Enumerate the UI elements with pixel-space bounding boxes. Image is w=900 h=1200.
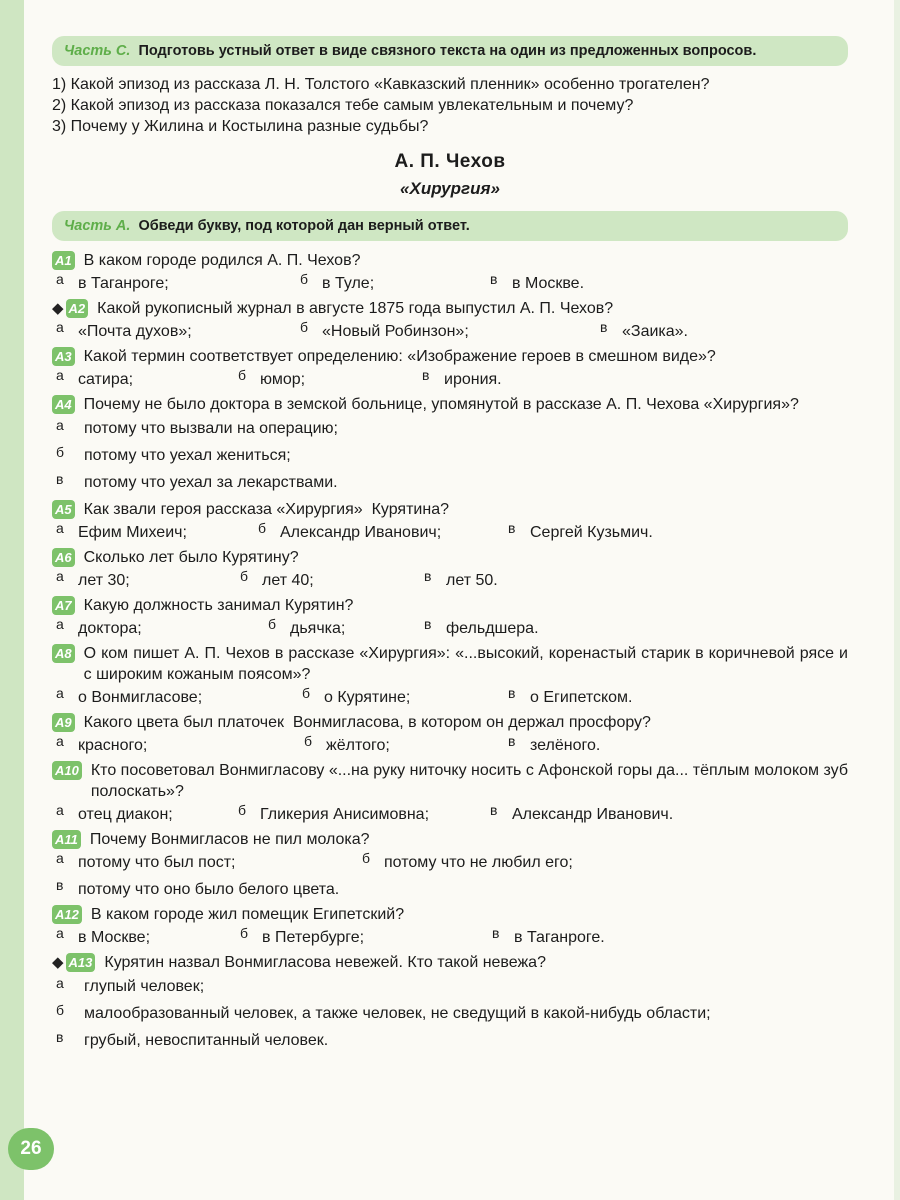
question-list [52,250,848,1054]
question-a10 [52,760,848,829]
page-edge-band-right [894,0,900,1200]
answer-option-a[interactable]: а в Таганроге; [56,271,169,292]
answer-option-c[interactable]: в ирония. [422,367,502,388]
part-c-tag: Часть С. [64,43,131,59]
answer-option-a[interactable]: а потому что вызвали на операцию; [56,416,338,437]
answer-option-b[interactable]: б потому что уехал жениться; [56,443,291,464]
answer-option-c[interactable]: в лет 50. [424,568,498,589]
part-c-instruction: Подготовь устный ответ в виде связного текста на один из предложенных вопросов. [138,43,757,59]
question-text: В каком городе родился А. П. Чехов? [83,252,361,269]
answer-option-a[interactable]: а о Вонмигласове; [56,685,203,706]
answer-option-b[interactable]: б юмор; [238,367,306,388]
question-text: Как звали героя рассказа «Хирургия» Курятина? [83,501,449,518]
question-number-badge: А9 [52,713,75,732]
question-number-badge: А5 [52,500,75,519]
answer-option-a[interactable]: а лет 30; [56,568,130,589]
question-text: Кто посоветовал Вонмигласову «...на руку ниточку носить с Афонской горы да... тёплым молоком зуб полоскать»? [90,762,848,800]
question-a6 [52,547,848,595]
answer-option-b[interactable]: б Гликерия Анисимовна; [238,802,430,823]
answer-option-b[interactable]: б в Петербурге; [240,925,365,946]
question-text: В каком городе жил помещик Египетский? [90,906,405,923]
answer-option-a[interactable]: а красного; [56,733,148,754]
answer-option-c[interactable]: в Сергей Кузьмич. [508,520,653,541]
answer-option-c[interactable]: в в Москве. [490,271,585,292]
question-number-badge: А4 [52,395,75,414]
question-number-badge: А8 [52,644,75,663]
part-c-question: 2) Какой эпизод из рассказа показался тебе самым увлекательным и почему? [52,97,634,114]
answer-option-b[interactable]: б малообразованный человек, а также человек, не сведущий в какой-нибудь области; [56,1001,711,1022]
diamond-icon: ◆ [52,300,64,317]
question-a8 [52,643,848,712]
question-text: Какой рукописный журнал в августе 1875 года выпустил А. П. Чехов? [97,300,614,317]
question-text: Курятин назвал Вонмигласова невежей. Кто такой невежа? [104,954,546,971]
question-a1 [52,250,848,298]
page-number-badge: 26 [8,1128,54,1170]
answer-option-c[interactable]: в грубый, невоспитанный человек. [56,1028,329,1049]
page-content [52,36,848,1054]
answer-option-b[interactable]: б жёлтого; [304,733,390,754]
answer-option-a[interactable]: а сатира; [56,367,134,388]
question-a13 [52,952,848,1054]
answer-option-c[interactable]: в зелёного. [508,733,601,754]
answer-option-b[interactable]: б «Новый Робинзон»; [300,319,469,340]
answer-option-a[interactable]: а потому что был пост; [56,850,236,871]
answer-option-c[interactable]: в фельдшера. [424,616,539,637]
answer-option-c[interactable]: в Александр Иванович. [490,802,674,823]
question-number-badge: А3 [52,347,75,366]
part-c-header [52,36,848,66]
question-number-badge: А2 [66,299,89,318]
part-c-question: 3) Почему у Жилина и Костылина разные судьбы? [52,118,429,135]
question-text: О ком пишет А. П. Чехов в рассказе «Хирургия»: «...высокий, коренастый старик в коричневой рясе и с широким кожаным поясом»? [83,645,848,683]
answer-option-c[interactable]: в потому что уехал за лекарствами. [56,470,338,491]
answer-option-c[interactable]: в о Египетском. [508,685,633,706]
question-text: Какой термин соответствует определению: «Изображение героев в смешном виде»? [83,348,716,365]
answer-option-a[interactable]: а доктора; [56,616,142,637]
question-a9 [52,712,848,760]
part-c-questions [52,74,848,137]
question-text: Почему не было доктора в земской больнице, упомянутой в рассказе А. П. Чехова «Хирургия»? [83,396,799,413]
author-heading: А. П. Чехов [394,151,506,172]
part-a-instruction: Обведи букву, под которой дан верный ответ. [138,218,470,234]
part-a-tag: Часть А. [64,218,131,234]
answer-option-a[interactable]: а в Москве; [56,925,151,946]
question-a3 [52,346,848,394]
diamond-icon: ◆ [52,954,64,971]
page-edge-band [0,0,24,1200]
answer-option-c[interactable]: в потому что оно было белого цвета. [56,877,340,898]
answer-option-a[interactable]: а глупый человек; [56,974,205,995]
question-number-badge: А10 [52,761,82,780]
question-number-badge: А11 [52,830,81,849]
question-number-badge: А12 [52,905,82,924]
question-number-badge: А7 [52,596,75,615]
question-text: Сколько лет было Курятину? [83,549,299,566]
answer-option-a[interactable]: а Ефим Михеич; [56,520,187,541]
answer-option-b[interactable]: б дьячка; [268,616,346,637]
question-a7 [52,595,848,643]
answer-option-b[interactable]: б в Туле; [300,271,375,292]
answer-option-b[interactable]: б Александр Иванович; [258,520,442,541]
question-a5 [52,499,848,547]
question-text: Почему Вонмигласов не пил молока? [89,831,370,848]
answer-option-c[interactable]: в в Таганроге. [492,925,605,946]
question-number-badge: А13 [66,953,96,972]
answer-option-b[interactable]: б о Курятине; [302,685,411,706]
question-a4 [52,394,848,496]
question-number-badge: А1 [52,251,75,270]
answer-option-a[interactable]: а «Почта духов»; [56,319,192,340]
question-a11 [52,829,848,904]
question-text: Какую должность занимал Курятин? [83,597,354,614]
story-title: «Хирургия» [400,179,500,198]
question-text: Какого цвета был платочек Вонмигласова, в котором он держал просфору? [83,714,651,731]
part-c-question: 1) Какой эпизод из рассказа Л. Н. Толстого «Кавказский пленник» особенно трогателен? [52,76,710,93]
question-number-badge: А6 [52,548,75,567]
answer-option-c[interactable]: в «Заика». [600,319,688,340]
question-a12 [52,904,848,952]
part-a-header [52,211,848,241]
answer-option-a[interactable]: а отец диакон; [56,802,173,823]
answer-option-b[interactable]: б потому что не любил его; [362,850,573,871]
answer-option-b[interactable]: б лет 40; [240,568,314,589]
question-a2 [52,298,848,346]
